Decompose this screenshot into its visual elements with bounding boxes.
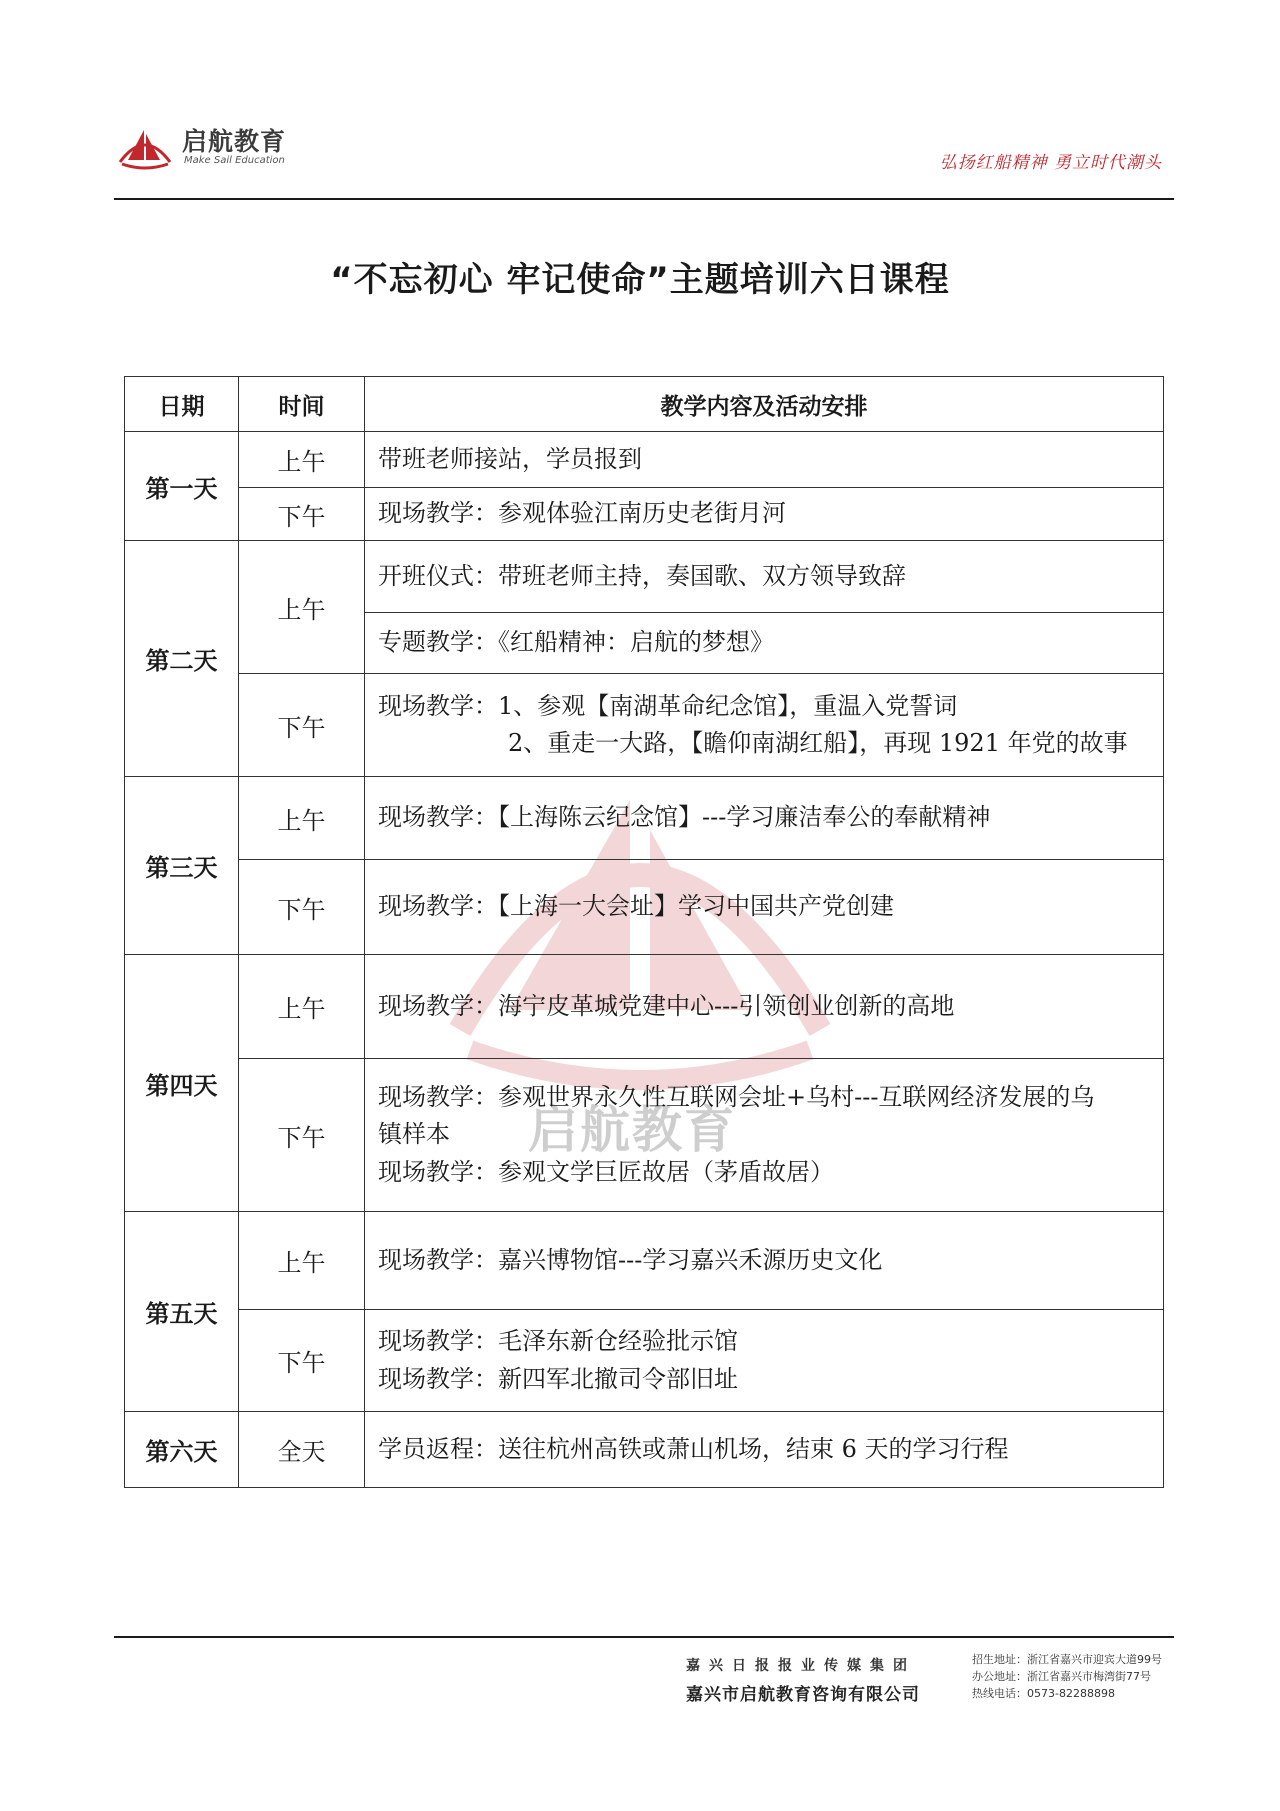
time-cell: 下午	[239, 674, 365, 777]
brand-logo	[114, 118, 414, 178]
content-cell	[365, 955, 1164, 1059]
content-cell	[365, 1059, 1164, 1212]
day-cell: 第一天	[125, 432, 239, 541]
hotline: 热线电话：0573-82288898	[972, 1687, 1115, 1700]
time-cell: 上午	[239, 955, 365, 1059]
logo-chinese-name: 启航教育	[182, 127, 287, 156]
table-row	[125, 1059, 1164, 1212]
footer-contact-info	[972, 1651, 1162, 1702]
day-cell: 第五天	[125, 1212, 239, 1412]
content-cell	[365, 613, 1164, 674]
content-cell	[365, 1310, 1164, 1412]
time-cell: 上午	[239, 541, 365, 674]
time-cell: 全天	[239, 1412, 365, 1488]
content-cell	[365, 674, 1164, 777]
header-time: 时间	[239, 377, 365, 432]
footer-media-group: 嘉兴日报报业传媒集团	[686, 1658, 916, 1674]
office-address: 办公地址：浙江省嘉兴市梅湾街77号	[972, 1670, 1151, 1683]
content-line: 现场教学：参观体验江南历史老街月河	[378, 499, 786, 528]
content-line: 现场教学：嘉兴博物馆---学习嘉兴禾源历史文化	[378, 1245, 883, 1274]
table-row	[125, 1212, 1164, 1310]
content-line: 现场教学：新四军北撤司令部旧址	[378, 1364, 738, 1393]
time-cell: 下午	[239, 1059, 365, 1212]
table-row	[125, 860, 1164, 955]
page-header	[114, 118, 1174, 198]
content-line: 现场教学：参观世界永久性互联网会址+乌村---互联网经济发展的乌	[378, 1083, 1095, 1112]
header-slogan: 弘扬红船精神 勇立时代潮头	[939, 153, 1162, 173]
time-cell: 上午	[239, 1212, 365, 1310]
content-line: 现场教学：海宁皮革城党建中心---引领创业创新的高地	[378, 991, 955, 1020]
content-line: 2、重走一大路，【瞻仰南湖红船】，再现 1921 年党的故事	[508, 729, 1128, 757]
header-date: 日期	[125, 377, 239, 432]
day-cell: 第四天	[125, 955, 239, 1212]
time-cell: 下午	[239, 860, 365, 955]
content-cell	[365, 432, 1164, 488]
content-line: 带班老师接站，学员报到	[378, 444, 642, 473]
table-row	[125, 1412, 1164, 1488]
table-row	[125, 1310, 1164, 1412]
content-line: 现场教学：【上海一大会址】学习中国共产党创建	[378, 892, 894, 921]
table-header-row	[125, 377, 1164, 432]
content-line: 现场教学：参观文学巨匠故居（茅盾故居）	[378, 1157, 834, 1186]
content-line: 学员返程：送往杭州高铁或萧山机场，结束 6 天的学习行程	[378, 1434, 1009, 1463]
header-content: 教学内容及活动安排	[365, 377, 1164, 432]
content-line: 现场教学：毛泽东新仓经验批示馆	[378, 1327, 738, 1356]
content-cell	[365, 541, 1164, 613]
time-cell: 下午	[239, 1310, 365, 1412]
content-cell	[365, 1212, 1164, 1310]
day-cell: 第三天	[125, 777, 239, 955]
table-row	[125, 488, 1164, 541]
table-row	[125, 777, 1164, 860]
footer-divider	[114, 1636, 1174, 1638]
schedule-table	[124, 376, 1164, 1488]
watermark-text: 启航教育	[528, 1101, 736, 1159]
time-cell: 上午	[239, 777, 365, 860]
content-cell	[365, 860, 1164, 955]
content-cell	[365, 1412, 1164, 1488]
content-line: 镇样本	[378, 1120, 450, 1149]
header-divider	[114, 198, 1174, 200]
content-cell	[365, 777, 1164, 860]
content-line: 专题教学：《红船精神：启航的梦想》	[378, 628, 774, 657]
sail-logo-icon	[114, 122, 176, 170]
content-cell	[365, 488, 1164, 541]
table-row	[125, 432, 1164, 488]
table-row	[125, 541, 1164, 613]
footer-company-name: 嘉兴市启航教育咨询有限公司	[686, 1685, 920, 1705]
day-cell: 第二天	[125, 541, 239, 777]
time-cell: 上午	[239, 432, 365, 488]
content-line: 现场教学：【上海陈云纪念馆】---学习廉洁奉公的奉献精神	[378, 803, 991, 832]
logo-english-name: Make Sail Education	[184, 155, 285, 166]
content-line: 开班仪式：带班老师主持，奏国歌、双方领导致辞	[378, 561, 906, 590]
day-cell: 第六天	[125, 1412, 239, 1488]
table-row	[125, 674, 1164, 777]
table-row	[125, 955, 1164, 1059]
time-cell: 下午	[239, 488, 365, 541]
page-title: “不忘初心 牢记使命”主题培训六日课程	[330, 260, 950, 300]
content-line: 现场教学：1、参观【南湖革命纪念馆】，重温入党誓词	[378, 691, 958, 720]
enroll-address: 招生地址：浙江省嘉兴市迎宾大道99号	[972, 1653, 1162, 1666]
